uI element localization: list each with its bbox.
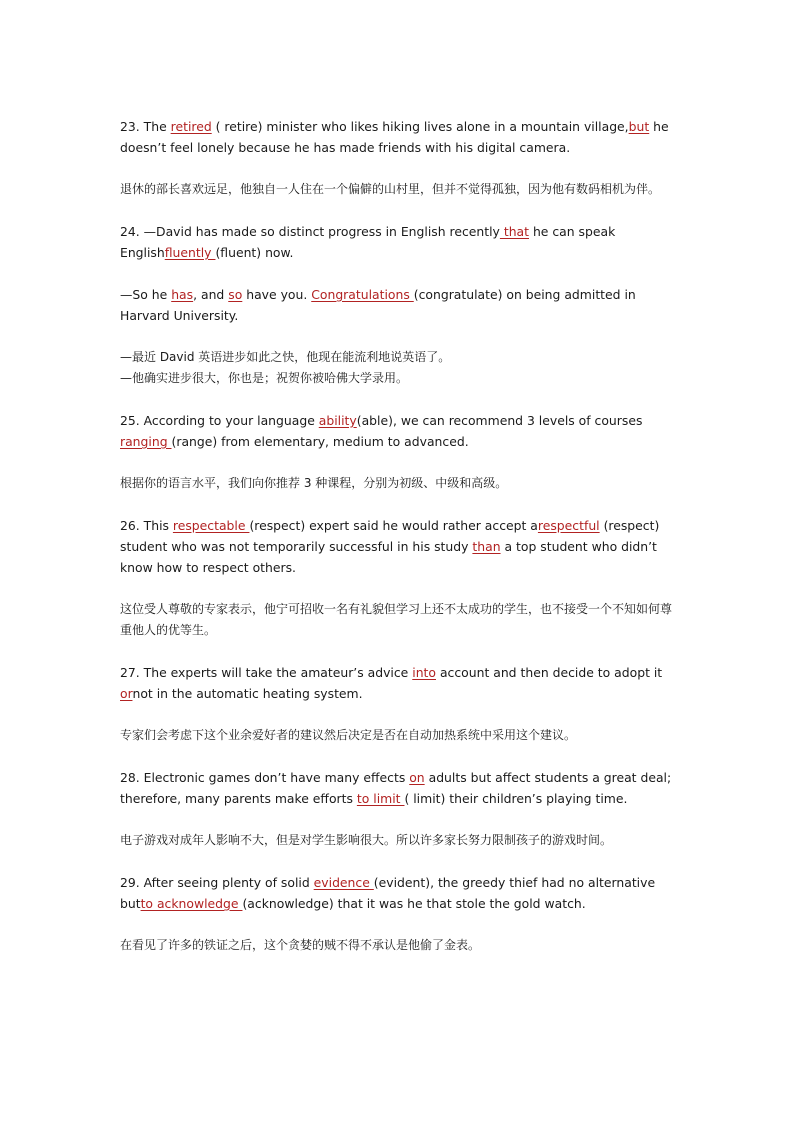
- text: (able), we can recommend 3 levels of courses: [356, 413, 643, 428]
- text: he doesn’t feel lonely because he has made friends with his digital camera.: [120, 119, 669, 155]
- question-26-english: [120, 515, 680, 578]
- text: 25. According to your language: [120, 413, 319, 428]
- answer-to-acknowledge: to acknowledge: [140, 896, 243, 911]
- text: have you.: [242, 287, 312, 302]
- question-23-chinese: 退休的部长喜欢远足，他独自一人住在一个偏僻的山村里，但并不觉得孤独，因为他有数码相机为伴。: [120, 182, 661, 196]
- answer-congratulations: Congratulations: [311, 287, 414, 302]
- text: ( retire) minister who likes hiking lives alone in a mountain village,: [211, 119, 629, 134]
- document-page: [120, 116, 680, 956]
- text: , and: [193, 287, 229, 302]
- text: 29. After seeing plenty of solid: [120, 875, 314, 890]
- text: 23. The: [120, 119, 171, 134]
- answer-that: that: [499, 224, 529, 239]
- question-24-reply: [120, 284, 680, 326]
- question-25-english: [120, 410, 680, 452]
- text: (acknowledge) that it was he that stole the gold watch.: [242, 896, 586, 911]
- answer-to-limit: to limit: [356, 791, 405, 806]
- answer-into: into: [412, 665, 436, 680]
- text: (range) from elementary, medium to advanced.: [171, 434, 469, 449]
- answer-ability: ability: [318, 413, 357, 428]
- text: 28. Electronic games don’t have many effects: [120, 770, 410, 785]
- text: (congratulate) on being admitted in Harvard University.: [120, 287, 636, 323]
- text: 26. This: [120, 518, 173, 533]
- answer-respectable: respectable: [172, 518, 250, 533]
- answer-has: has: [171, 287, 194, 302]
- text: adults but affect students a great deal; therefore, many parents make efforts: [120, 770, 672, 806]
- text: he can speak English: [120, 224, 616, 260]
- question-29-english: [120, 872, 680, 914]
- question-27-english: [120, 662, 680, 704]
- question-25-chinese: 根据你的语言水平，我们向你推荐 3 种课程，分别为初级、中级和高级。: [120, 476, 508, 490]
- text: 24. —David has made so distinct progress in English recently: [120, 224, 500, 239]
- text: 27. The experts will take the amateur’s advice: [120, 665, 413, 680]
- question-24-chinese-1: —最近 David 英语进步如此之快，他现在能流利地说英语了。: [120, 350, 451, 364]
- answer-respectful: respectful: [537, 518, 600, 533]
- question-27-chinese: 专家们会考虑下这个业余爱好者的建议然后决定是否在自动加热系统中采用这个建议。: [120, 728, 577, 742]
- text: (respect) expert said he would rather accept a: [249, 518, 538, 533]
- question-26-chinese: 这位受人尊敬的专家表示，他宁可招收一名有礼貌但学习上还不太成功的学生，也不接受一个不知如何尊重他人的优等生。: [120, 602, 673, 637]
- text: —So he: [120, 287, 172, 302]
- question-28-english: [120, 767, 680, 809]
- text: (fluent) now.: [215, 245, 294, 260]
- question-24-chinese-2: —他确实进步很大，你也是；祝贺你被哈佛大学录用。: [120, 371, 409, 385]
- question-28-chinese: 电子游戏对成年人影响不大，但是对学生影响很大。所以许多家长努力限制孩子的游戏时间。: [120, 833, 613, 847]
- answer-so: so: [228, 287, 243, 302]
- answer-retired: retired: [170, 119, 212, 134]
- answer-but: but: [628, 119, 650, 134]
- answer-fluently: fluently: [164, 245, 216, 260]
- text: ( limit) their children’s playing time.: [404, 791, 628, 806]
- text: account and then decide to adopt it: [436, 665, 663, 680]
- text: a top student who didn’t know how to respect others.: [120, 539, 657, 575]
- text: not in the automatic heating system.: [132, 686, 363, 701]
- question-24-english: [120, 221, 680, 263]
- answer-on: on: [409, 770, 425, 785]
- question-29-chinese: 在看见了许多的铁证之后，这个贪婪的贼不得不承认是他偷了金表。: [120, 938, 481, 952]
- text: (evident), the greedy thief had no alternative but: [120, 875, 656, 911]
- answer-evidence: evidence: [313, 875, 374, 890]
- question-23-english: [120, 116, 680, 158]
- answer-or: or: [120, 686, 133, 701]
- answer-than: than: [472, 539, 501, 554]
- answer-ranging: ranging: [120, 434, 172, 449]
- text: (respect) student who was not temporarily successful in his study: [120, 518, 660, 554]
